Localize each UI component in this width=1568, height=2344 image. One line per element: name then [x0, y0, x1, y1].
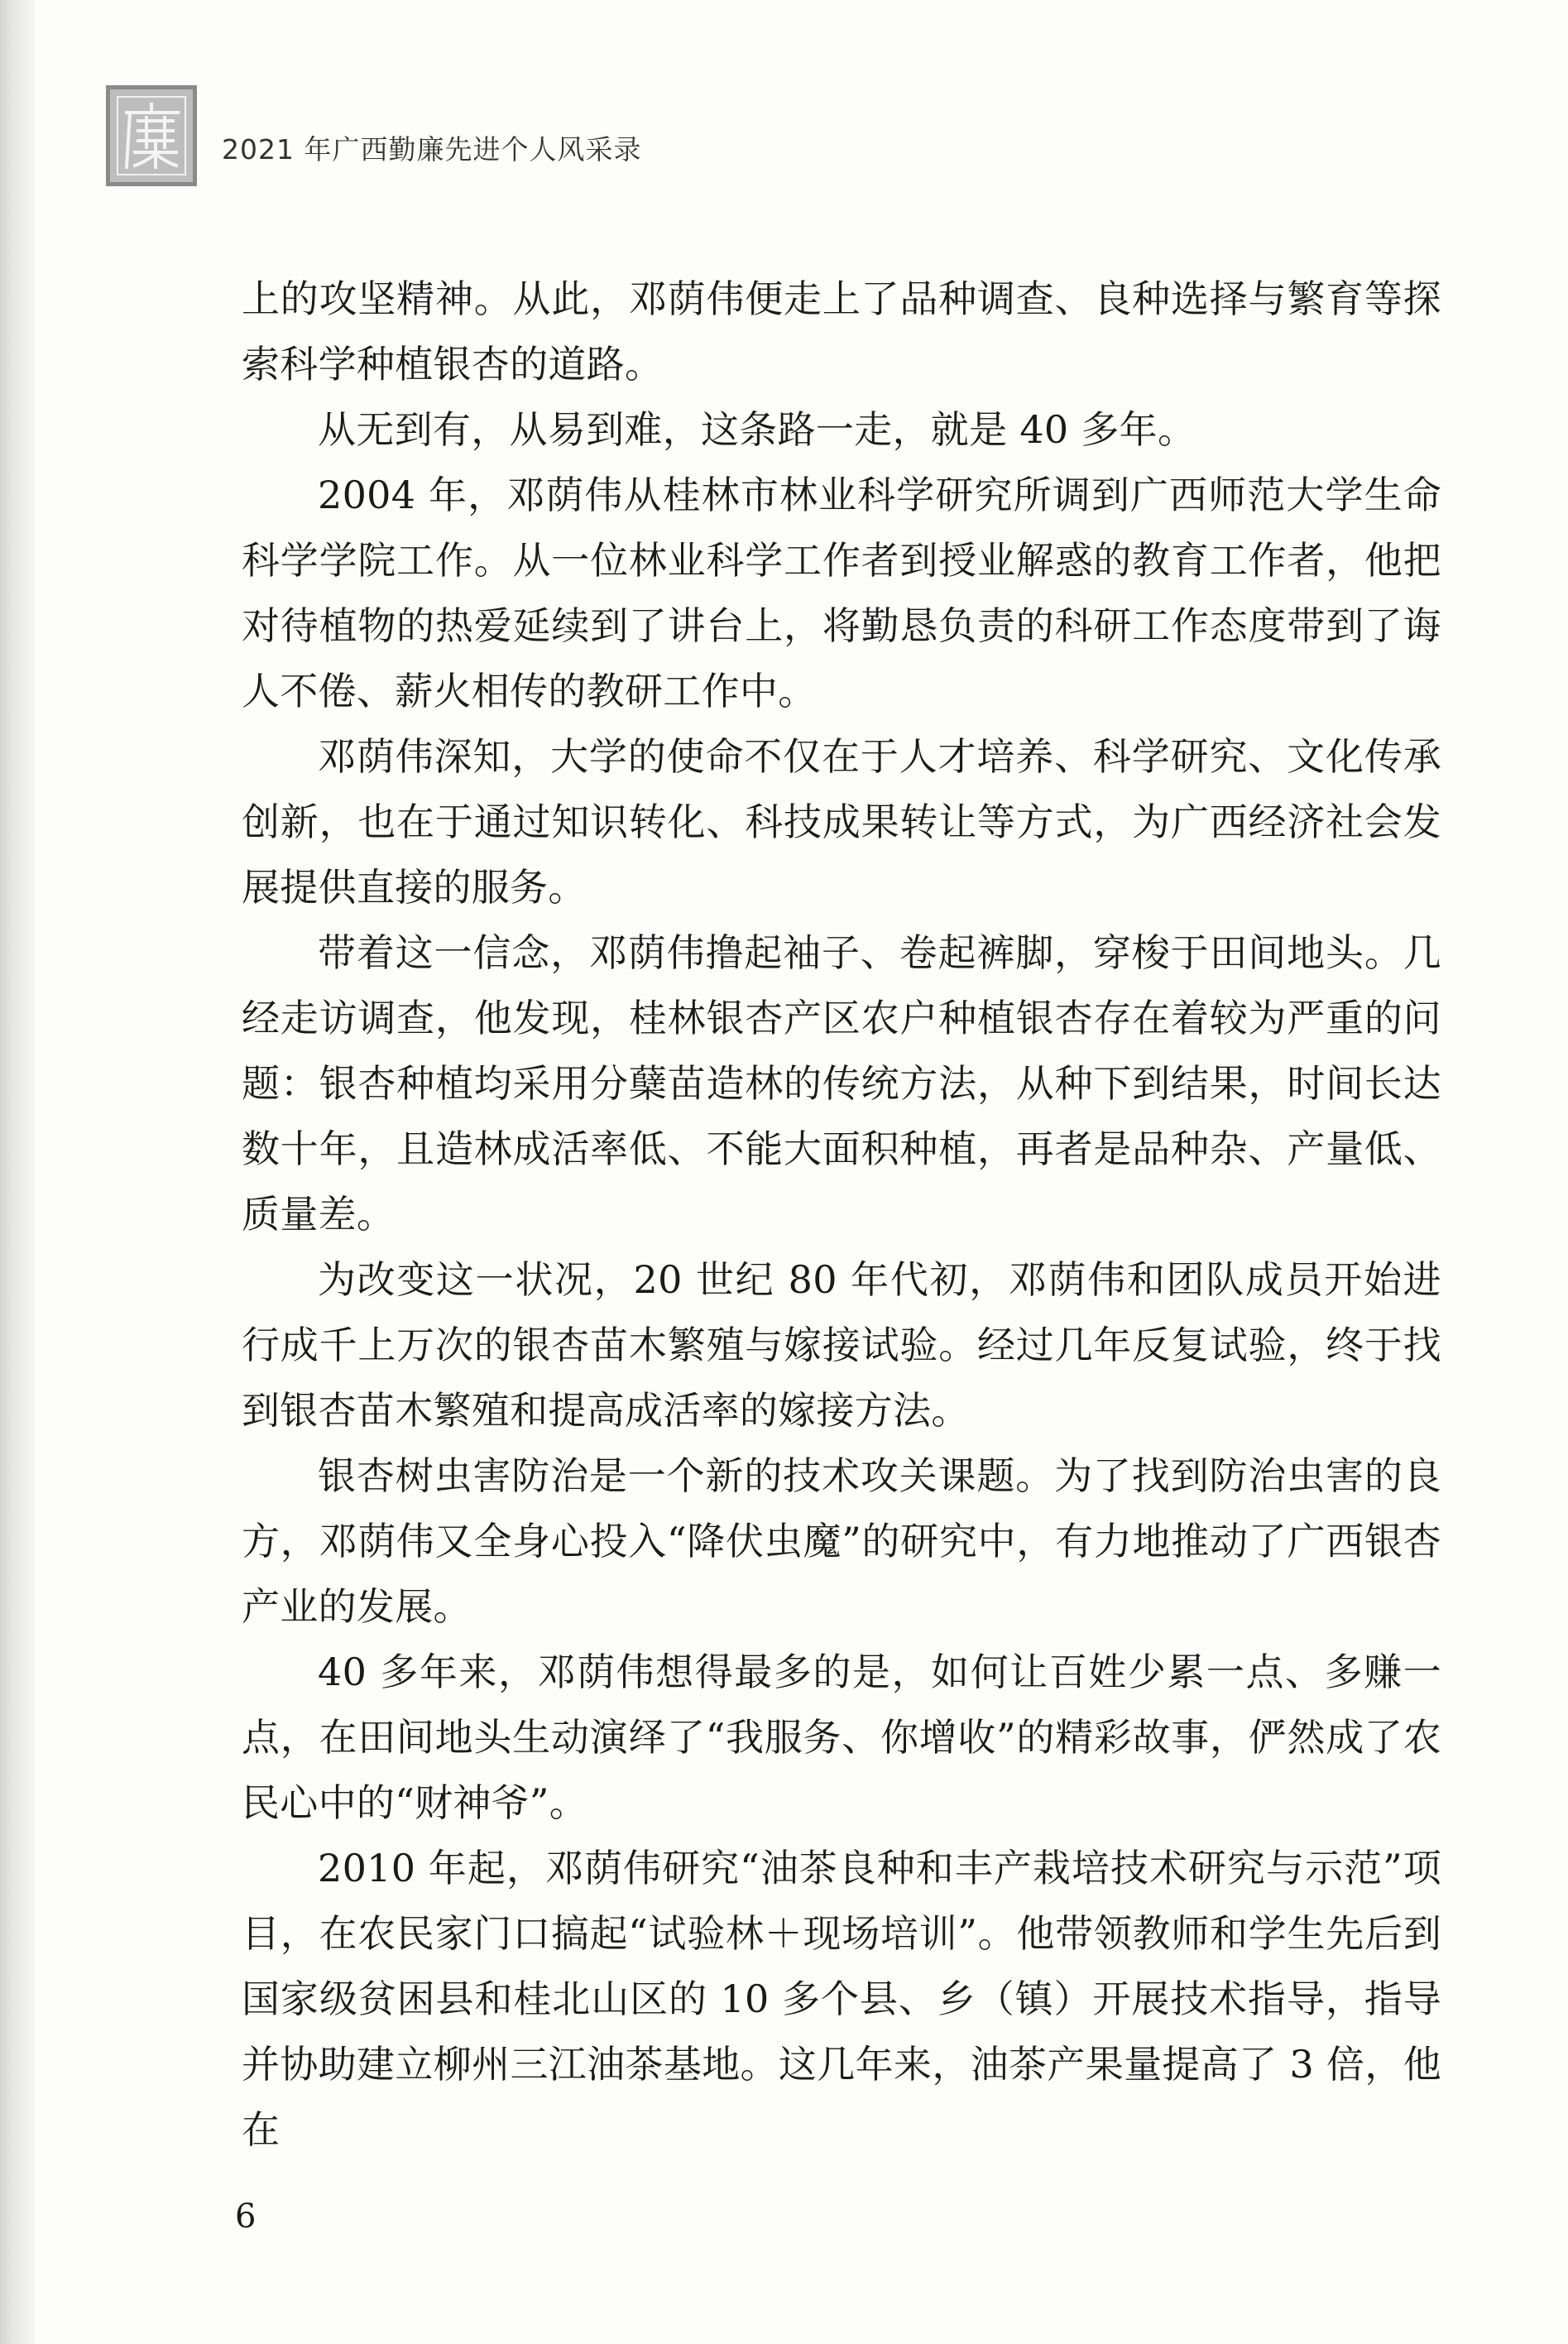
page-number: 6	[235, 2198, 257, 2236]
lian-seal-logo	[106, 85, 197, 186]
paragraph: 2010 年起，邓荫伟研究“油茶良种和丰产栽培技术研究与示范”项目，在农民家门口搞起“试验林＋现场培训”。他带领教师和学生先后到国家级贫困县和桂北山区的 10 多个县、乡（镇）开展技术指导，指导并协助建立柳州三江油茶基地。这几年来，油茶产果量提高了 3 倍，他在	[242, 1846, 1441, 2152]
paragraph: 40 多年来，邓荫伟想得最多的是，如何让百姓少累一点、多赚一点，在田间地头生动演绎了“我服务、你增收”的精彩故事，俨然成了农民心中的“财神爷”。	[242, 1650, 1441, 1825]
seal-inner-frame	[117, 96, 186, 175]
seal-glyph-icon	[122, 101, 181, 171]
paragraph: 从无到有，从易到难，这条路一走，就是 40 多年。	[318, 407, 1196, 452]
paragraph: 2004 年，邓荫伟从桂林市林业科学研究所调到广西师范大学生命科学学院工作。从一位林业科学工作者到授业解惑的教育工作者，他把对待植物的热爱延续到了讲台上，将勤恳负责的科研工作态度带到了诲人不倦、薪火相传的教研工作中。	[242, 473, 1441, 713]
paragraph: 带着这一信念，邓荫伟撸起袖子、卷起裤脚，穿梭于田间地头。几经走访调查，他发现，桂林银杏产区农户种植银杏存在着较为严重的问题：银杏种植均采用分蘖苗造林的传统方法，从种下到结果，时间长达数十年，且造林成活率低、不能大面积种植，再者是品种杂、产量低、质量差。	[242, 930, 1441, 1237]
header-title: 2021 年广西勤廉先进个人风采录	[222, 132, 642, 166]
spine-shadow	[0, 0, 35, 2344]
paragraph-continued: 上的攻坚精神。从此，邓荫伟便走上了品种调查、良种选择与繁育等探索科学种植银杏的道路。	[242, 276, 1441, 387]
paragraph: 为改变这一状况，20 世纪 80 年代初，邓荫伟和团队成员开始进行成千上万次的银杏苗木繁殖与嫁接试验。经过几年反复试验，终于找到银杏苗木繁殖和提高成活率的嫁接方法。	[242, 1257, 1441, 1433]
paragraph: 邓荫伟深知，大学的使命不仅在于人才培养、科学研究、文化传承创新，也在于通过知识转化、科技成果转让等方式，为广西经济社会发展提供直接的服务。	[242, 734, 1441, 910]
paragraph: 银杏树虫害防治是一个新的技术攻关课题。为了找到防治虫害的良方，邓荫伟又全身心投入“降伏虫魔”的研究中，有力地推动了广西银杏产业的发展。	[242, 1453, 1441, 1629]
running-header	[106, 84, 641, 187]
body-text	[242, 267, 1441, 2163]
